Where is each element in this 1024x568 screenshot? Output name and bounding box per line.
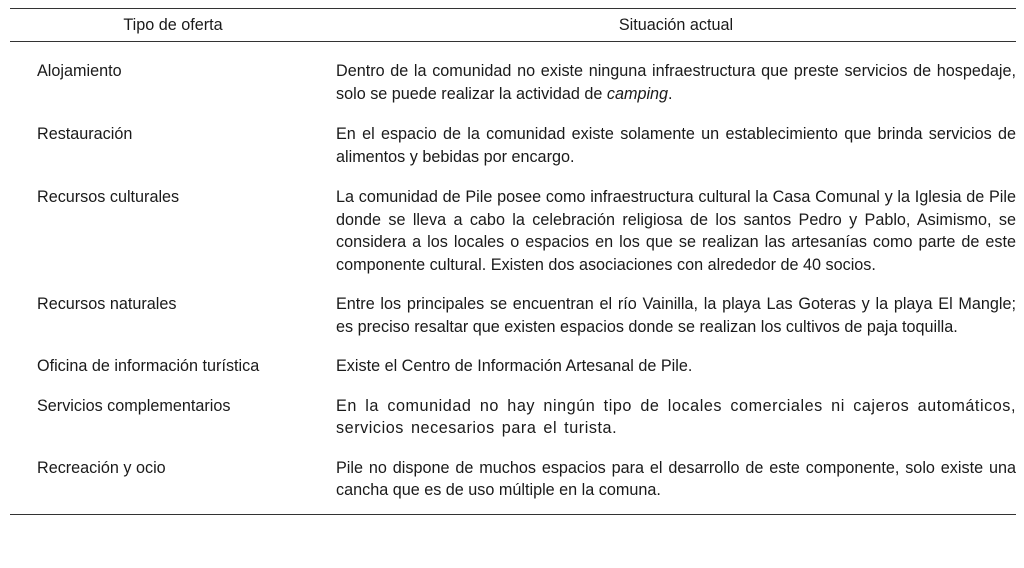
row-description-emphasis: camping (606, 84, 669, 103)
row-description: En el espacio de la comunidad existe solamente un establecimiento que brinda servicios de alimentos y bebidas por encargo. (336, 125, 1016, 166)
row-label: Recreación y ocio (10, 440, 336, 515)
table-row (10, 105, 1016, 168)
offer-table (10, 8, 1016, 515)
header-tipo-de-oferta: Tipo de oferta (10, 9, 336, 42)
row-description: La comunidad de Pile posee como infraestructura cultural la Casa Comunal y la Iglesia de Pile donde se lleva a cabo la celebración religiosa de los santos Pedro y Pablo, Asimismo, se considera a los locales o espacios en los que se realizan las artesanías como parte de este componente cultural. Existen dos asociaciones con alrededor de 40 socios. (336, 188, 1016, 274)
row-description: En la comunidad no hay ningún tipo de locales comerciales ni cajeros automáticos, servicios necesarios para el turista. (336, 396, 1016, 437)
row-label: Servicios complementarios (37, 396, 231, 415)
row-description-end: . (668, 84, 673, 103)
table-row (10, 42, 1016, 106)
table-header (10, 9, 1016, 42)
row-description: Entre los principales se encuentran el río Vainilla, la playa Las Goteras y la playa El Mangle; es preciso resaltar que existen espacios donde se realizan los cultivos de paja toquilla. (336, 295, 1016, 336)
header-situacion-actual: Situación actual (336, 9, 1016, 42)
table-row (10, 168, 1016, 276)
row-label: Alojamiento (37, 62, 122, 80)
row-label: Oficina de información turística (37, 357, 260, 375)
table-row (10, 338, 1016, 378)
table-row (10, 440, 1016, 515)
row-description: Pile no dispone de muchos espacios para el desarrollo de este componente, solo existe una cancha que es de uso múltiple en la comuna. (336, 440, 1016, 515)
table-row (10, 378, 1016, 440)
row-label: Restauración (37, 125, 133, 143)
row-description (336, 42, 1016, 106)
offer-table-container (10, 8, 1016, 515)
table-row (10, 276, 1016, 338)
table-body (10, 42, 1016, 515)
row-description-text: Dentro de la comunidad no existe ninguna infraestructura que preste servicios de hospedaje, solo se puede realizar la actividad de (336, 62, 1016, 103)
row-description: Existe el Centro de Información Artesanal de Pile. (336, 357, 693, 375)
row-label: Recursos naturales (37, 295, 177, 313)
header-row (10, 9, 1016, 42)
row-label: Recursos culturales (37, 188, 180, 206)
